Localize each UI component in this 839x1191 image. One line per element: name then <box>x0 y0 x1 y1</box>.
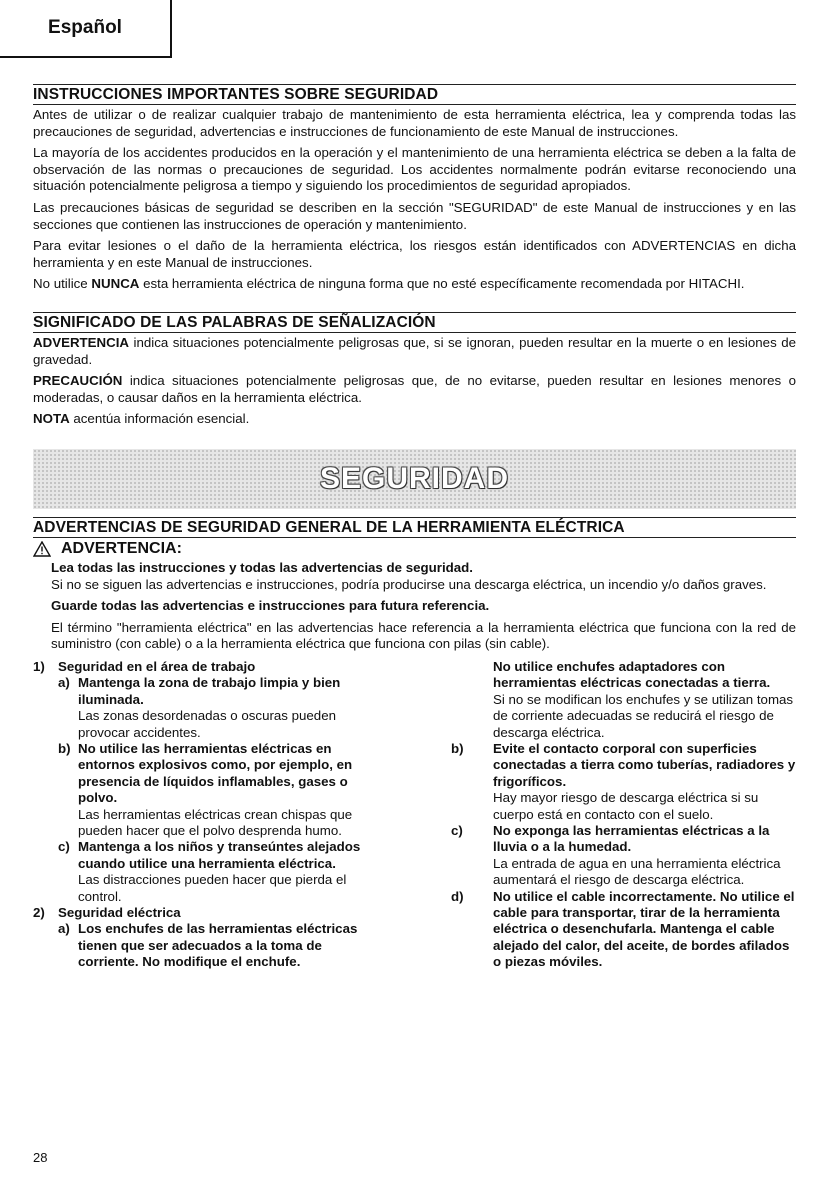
emphasis: Guarde todas las advertencias e instrucciones para futura referencia. <box>51 598 490 614</box>
item-body <box>493 659 796 741</box>
warning-heading <box>33 540 796 558</box>
item-heading: Seguridad eléctrica <box>58 904 181 920</box>
section-title-important: INSTRUCCIONES IMPORTANTES SOBRE SEGURIDAD <box>33 84 796 105</box>
text: Si no se modifican los enchufes y se utilizan tomas de corriente adecuadas se reducirá el riesgo de descarga eléctrica. <box>493 691 794 740</box>
definition-caution <box>33 373 796 406</box>
text: esta herramienta eléctrica de ninguna forma que no esté específicamente recomendada por HITACHI. <box>139 276 745 292</box>
item-number: 1) <box>33 658 45 674</box>
text: Las distracciones pueden hacer que pierda el control. <box>78 872 347 904</box>
item-letter: c) <box>451 822 463 838</box>
definition-warning <box>33 335 796 368</box>
language-label: Español <box>48 17 122 38</box>
emphasis: No utilice enchufes adaptadores con herramientas eléctricas conectadas a tierra. <box>493 658 771 691</box>
section-title-general-warnings: ADVERTENCIAS DE SEGURIDAD GENERAL DE LA HERRAMIENTA ELÉCTRICA <box>33 517 796 538</box>
item-number: 2) <box>33 904 45 920</box>
safety-banner <box>33 449 796 509</box>
text: Las zonas desordenadas o oscuras pueden provocar accidentes. <box>78 708 336 740</box>
paragraph: Si no se siguen las advertencias e instrucciones, podría producirse una descarga eléctrica, un incendio y/o daños graves. <box>51 576 767 592</box>
emphasis: Mantenga la zona de trabajo limpia y bien iluminada. <box>78 675 341 707</box>
warning-triangle-icon <box>33 541 51 557</box>
text: La entrada de agua en una herramienta eléctrica aumentará el riesgo de descarga eléctrica. <box>493 855 781 888</box>
list-item <box>58 741 383 839</box>
item-letter: c) <box>58 839 70 855</box>
right-column <box>451 659 796 971</box>
item-body <box>493 741 796 823</box>
list-item <box>58 921 383 970</box>
left-column <box>33 659 383 971</box>
paragraph: Las precauciones básicas de seguridad se describen en la sección "SEGURIDAD" de este Manual de instrucciones y en las secciones que contienen las instrucciones de operación y mantenimiento. <box>33 199 796 232</box>
keep-heading <box>51 598 796 615</box>
list-item <box>58 839 383 905</box>
text: acentúa información esencial. <box>69 411 250 427</box>
paragraph: El término "herramienta eléctrica" en las advertencias hace referencia a la herramienta eléctrica que funciona con la red de suministro (con cable) o a la herramienta eléctrica que funciona con pilas (sin cable). <box>51 619 796 652</box>
item-body <box>78 741 383 839</box>
list-item <box>493 659 796 741</box>
emphasis: Los enchufes de las herramientas eléctricas tienen que ser adecuados a la toma de corriente. No modifique el enchufe. <box>78 921 358 970</box>
banner-title: SEGURIDAD <box>319 461 509 495</box>
emphasis: No utilice el cable incorrectamente. No utilice el cable para transportar, tirar de la herramienta eléctrica o desenchufarla. Mantenga el cable alejado del calor, del aceite, de bordes afilados o piezas móviles. <box>493 888 795 970</box>
item-letter: a) <box>58 921 70 937</box>
paragraph: Para evitar lesiones o el daño de la herramienta eléctrica, los riesgos están identificados con ADVERTENCIAS en dicha herramienta y en este Manual de instrucciones. <box>33 238 796 270</box>
warning-label: ADVERTENCIA: <box>61 539 182 557</box>
list-item <box>33 659 383 675</box>
item-letter: d) <box>451 888 464 904</box>
page-content <box>33 84 796 970</box>
emphasis: NUNCA <box>91 276 140 292</box>
item-body <box>493 823 796 889</box>
list-item <box>33 905 383 921</box>
text: Las herramientas eléctricas crean chispas que pueden hacer que el polvo desprenda humo. <box>78 806 353 838</box>
text: indica situaciones potencialmente peligrosas que, de no evitarse, pueden resultar en lesiones menores o moderadas, o causar daños en la herramienta eléctrica. <box>33 373 796 405</box>
item-body <box>78 839 383 905</box>
item-letter: b) <box>58 740 71 756</box>
paragraph: Antes de utilizar o de realizar cualquier trabajo de mantenimiento de esta herramienta eléctrica, lea y comprenda todas las precauciones de seguridad, advertencias e instrucciones de funcionamiento de este Manual de instrucciones. <box>33 107 796 139</box>
two-column-list <box>33 658 796 970</box>
term: ADVERTENCIA <box>33 334 130 350</box>
emphasis: No exponga las herramientas eléctricas a la lluvia o a la humedad. <box>493 822 770 855</box>
read-all-heading <box>51 560 796 577</box>
paragraph: La mayoría de los accidentes producidos en la operación y el mantenimiento de una herramienta eléctrica se deben a la falta de observación de las normas o precauciones de seguridad. Los accidentes normalmente podrán evitarse reconociendo una situación potencialmente peligrosa a tiempo y siguiendo los procedimientos de seguridad apropiados. <box>33 145 796 194</box>
emphasis: Evite el contacto corporal con superficies conectadas a tierra como tuberías, radiadores y frigoríficos. <box>493 740 796 789</box>
section-title-signal-words: SIGNIFICADO DE LAS PALABRAS DE SEÑALIZACIÓN <box>33 312 796 333</box>
item-letter: b) <box>451 740 464 756</box>
emphasis: Lea todas las instrucciones y todas las advertencias de seguridad. <box>51 559 473 575</box>
list-item <box>451 823 796 889</box>
text: indica situaciones potencialmente peligrosas que, si se ignoran, pueden resultar en la muerte o en lesiones de gravedad. <box>33 334 796 367</box>
term: PRECAUCIÓN <box>33 373 123 389</box>
emphasis: No utilice las herramientas eléctricas en entornos explosivos como, por ejemplo, en presencia de líquidos inflamables, gases o polvo. <box>78 740 353 806</box>
emphasis: Mantenga a los niños y transeúntes alejados cuando utilice una herramienta eléctrica. <box>78 839 361 871</box>
list-item <box>58 675 383 741</box>
text: No utilice <box>33 276 92 292</box>
definition-note <box>33 411 796 428</box>
term: NOTA <box>33 411 70 427</box>
paragraph <box>33 276 796 293</box>
language-tab <box>0 0 172 58</box>
list-item <box>451 889 796 971</box>
item-letter: a) <box>58 675 70 691</box>
item-heading: Seguridad en el área de trabajo <box>58 658 256 674</box>
item-body <box>78 675 383 741</box>
text: Hay mayor riesgo de descarga eléctrica si su cuerpo está en contacto con el suelo. <box>493 790 759 822</box>
warning-body <box>51 560 796 653</box>
page-number: 28 <box>33 1150 48 1165</box>
list-item <box>451 741 796 823</box>
